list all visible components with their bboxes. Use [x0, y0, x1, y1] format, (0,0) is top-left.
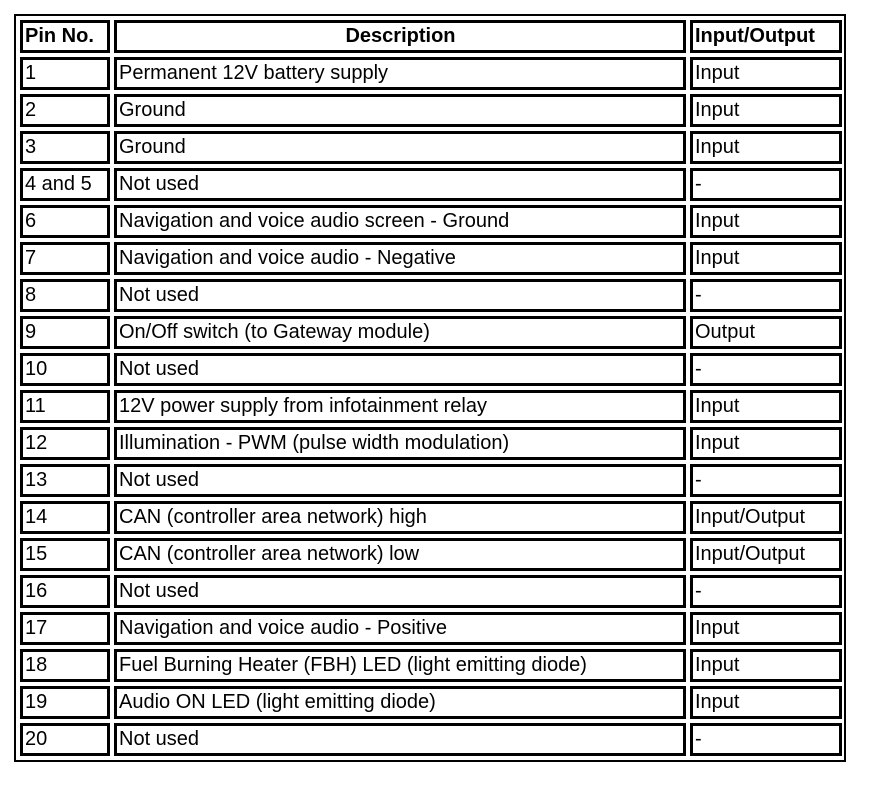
pin-number-cell: 10 — [20, 353, 110, 386]
pin-number-cell: 4 and 5 — [20, 168, 110, 201]
table-row — [20, 464, 842, 497]
table-row — [20, 353, 842, 386]
pin-table — [16, 16, 846, 760]
description-cell: Navigation and voice audio - Negative — [114, 242, 686, 275]
input-output-cell: Input/Output — [690, 501, 842, 534]
table-row — [20, 649, 842, 682]
table-row — [20, 242, 842, 275]
description-cell: Not used — [114, 279, 686, 312]
description-cell: Not used — [114, 464, 686, 497]
header-input-output: Input/Output — [690, 20, 842, 53]
table-row — [20, 390, 842, 423]
description-cell: Not used — [114, 353, 686, 386]
table-row — [20, 57, 842, 90]
table-row — [20, 427, 842, 460]
header-description: Description — [114, 20, 686, 53]
input-output-cell: - — [690, 464, 842, 497]
input-output-cell: Input — [690, 686, 842, 719]
description-cell: On/Off switch (to Gateway module) — [114, 316, 686, 349]
table-row — [20, 94, 842, 127]
input-output-cell: Input — [690, 390, 842, 423]
table-row — [20, 723, 842, 756]
description-cell: Not used — [114, 168, 686, 201]
pin-number-cell: 16 — [20, 575, 110, 608]
input-output-cell: Input — [690, 57, 842, 90]
pin-number-cell: 15 — [20, 538, 110, 571]
pin-number-cell: 2 — [20, 94, 110, 127]
table-row — [20, 538, 842, 571]
input-output-cell: Input/Output — [690, 538, 842, 571]
pin-number-cell: 14 — [20, 501, 110, 534]
input-output-cell: Input — [690, 242, 842, 275]
description-cell: Ground — [114, 131, 686, 164]
table-body — [20, 57, 842, 756]
pin-number-cell: 8 — [20, 279, 110, 312]
pin-number-cell: 20 — [20, 723, 110, 756]
table-row — [20, 575, 842, 608]
description-cell: Ground — [114, 94, 686, 127]
pin-number-cell: 12 — [20, 427, 110, 460]
table-row — [20, 612, 842, 645]
input-output-cell: - — [690, 575, 842, 608]
description-cell: Navigation and voice audio - Positive — [114, 612, 686, 645]
input-output-cell: - — [690, 279, 842, 312]
description-cell: Not used — [114, 575, 686, 608]
input-output-cell: Input — [690, 131, 842, 164]
description-cell: 12V power supply from infotainment relay — [114, 390, 686, 423]
table-row — [20, 501, 842, 534]
header-pin-no: Pin No. — [20, 20, 110, 53]
pin-number-cell: 7 — [20, 242, 110, 275]
pin-number-cell: 19 — [20, 686, 110, 719]
input-output-cell: Input — [690, 649, 842, 682]
description-cell: Illumination - PWM (pulse width modulation) — [114, 427, 686, 460]
table-row — [20, 168, 842, 201]
pin-number-cell: 9 — [20, 316, 110, 349]
pin-number-cell: 13 — [20, 464, 110, 497]
table-row — [20, 316, 842, 349]
description-cell: Permanent 12V battery supply — [114, 57, 686, 90]
pin-number-cell: 1 — [20, 57, 110, 90]
pin-number-cell: 18 — [20, 649, 110, 682]
pin-number-cell: 6 — [20, 205, 110, 238]
table-row — [20, 686, 842, 719]
description-cell: Fuel Burning Heater (FBH) LED (light emitting diode) — [114, 649, 686, 682]
pin-table-frame — [14, 14, 846, 762]
table-row — [20, 205, 842, 238]
pin-number-cell: 11 — [20, 390, 110, 423]
pin-number-cell: 17 — [20, 612, 110, 645]
input-output-cell: Output — [690, 316, 842, 349]
input-output-cell: Input — [690, 205, 842, 238]
input-output-cell: Input — [690, 427, 842, 460]
description-cell: Navigation and voice audio screen - Ground — [114, 205, 686, 238]
input-output-cell: - — [690, 168, 842, 201]
description-cell: Audio ON LED (light emitting diode) — [114, 686, 686, 719]
input-output-cell: - — [690, 353, 842, 386]
table-row — [20, 279, 842, 312]
description-cell: CAN (controller area network) high — [114, 501, 686, 534]
pin-number-cell: 3 — [20, 131, 110, 164]
input-output-cell: Input — [690, 94, 842, 127]
description-cell: CAN (controller area network) low — [114, 538, 686, 571]
input-output-cell: Input — [690, 612, 842, 645]
description-cell: Not used — [114, 723, 686, 756]
table-row — [20, 131, 842, 164]
table-header-row — [20, 20, 842, 53]
input-output-cell: - — [690, 723, 842, 756]
